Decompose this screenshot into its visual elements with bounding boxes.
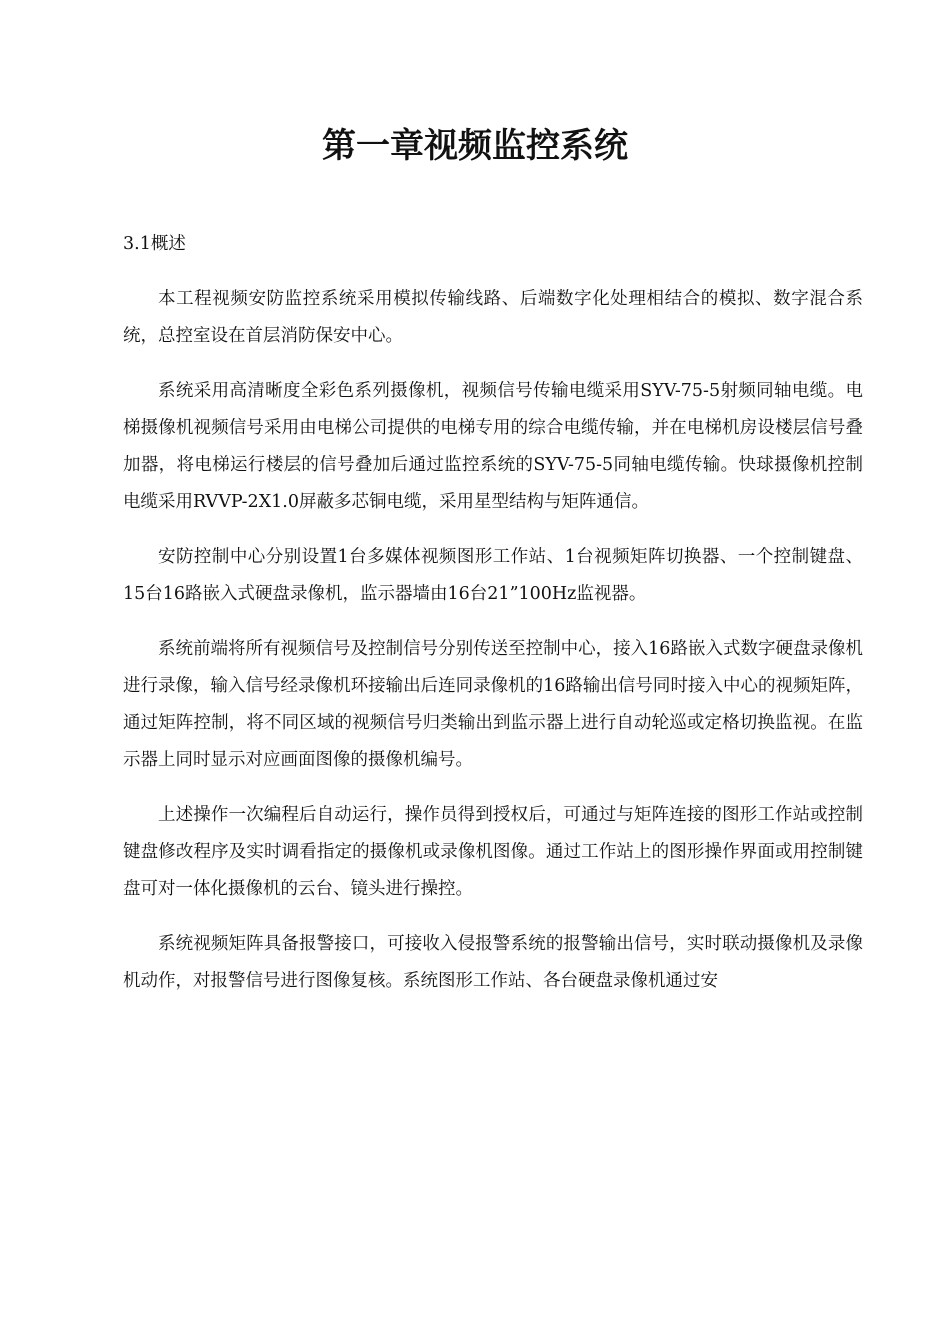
paragraph-operation: 上述操作一次编程后自动运行，操作员得到授权后，可通过与矩阵连接的图形工作站或控制键盘修改程序及实时调看指定的摄像机或录像机图像。通过工作站上的图形操作界面或用控制键盘可对一体化摄像机的云台、镜头进行操控。 bbox=[123, 805, 863, 899]
paragraph-control-center: 安防控制中心分别设置1台多媒体视频图形工作站、1台视频矩阵切换器、一个控制键盘、15台16路嵌入式硬盘录像机，监示器墙由16台21”100Hz监视器。 bbox=[123, 547, 863, 604]
paragraph-front-end-recording: 系统前端将所有视频信号及控制信号分别传送至控制中心，接入16路嵌入式数字硬盘录像机进行录像，输入信号经录像机环接输出后连同录像机的16路输出信号同时接入中心的视频矩阵，通过矩阵控制，将不同区域的视频信号归类输出到监示器上进行自动轮巡或定格切换监视。在监示器上同时显示对应画面图像的摄像机编号。 bbox=[123, 639, 863, 770]
section-heading: 3.1概述 bbox=[123, 234, 186, 254]
paragraph-alarm-interface: 系统视频矩阵具备报警接口，可接收入侵报警系统的报警输出信号，实时联动摄像机及录像机动作，对报警信号进行图像复核。系统图形工作站、各台硬盘录像机通过安 bbox=[123, 934, 863, 991]
paragraph-overview: 本工程视频安防监控系统采用模拟传输线路、后端数字化处理相结合的模拟、数字混合系统，总控室设在首层消防保安中心。 bbox=[123, 289, 863, 346]
paragraph-cameras-cabling: 系统采用高清晰度全彩色系列摄像机，视频信号传输电缆采用SYV-75-5射频同轴电缆。电梯摄像机视频信号采用由电梯公司提供的电梯专用的综合电缆传输，并在电梯机房设楼层信号叠加器，将电梯运行楼层的信号叠加后通过监控系统的SYV-75-5同轴电缆传输。快球摄像机控制电缆采用RVVP-2X1.0屏蔽多芯铜电缆，采用星型结构与矩阵通信。 bbox=[123, 381, 863, 512]
document-body bbox=[123, 226, 863, 1018]
page-title: 第一章视频监控系统 bbox=[322, 126, 628, 166]
